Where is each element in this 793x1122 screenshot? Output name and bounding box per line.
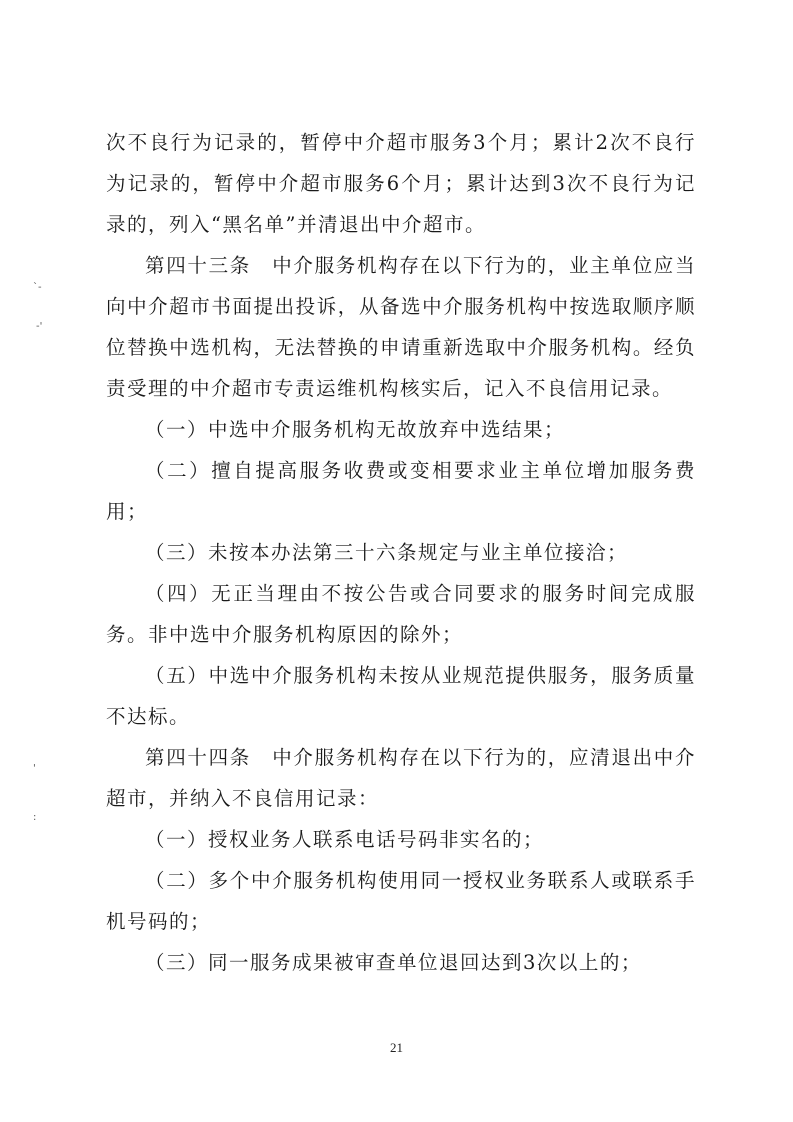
article-43-item-4: （四）无正当理由不按公告或合同要求的服务时间完成服务。非中选中介服务机构原因的除外； [106,582,696,646]
paragraph-continuation: 次不良行为记录的，暂停中介超市服务3个月；累计2次不良行为记录的，暂停中介超市服务6个月；累计达到3次不良行为记录的，列入“黑名单”并清退出中介超市。 [106,131,696,236]
article-43-item-1: （一）中选中介服务机构无故放弃中选结果； [145,418,566,441]
article-44-item-3: （三）同一服务成果被审查单位退回达到3次以上的； [145,951,642,974]
scan-mark: : [33,812,37,823]
article-43-item-3: （三）未按本办法第三十六条规定与业主单位接洽； [145,541,629,564]
article-43-item-5: （五）中选中介服务机构未按从业规范提供服务，服务质量不达标。 [106,664,696,728]
article-44: 第四十四条 中介服务机构存在以下行为的，应清退出中介超市，并纳入不良信用记录： [106,746,696,810]
article-43: 第四十三条 中介服务机构存在以下行为的，业主单位应当向中介超市书面提出投诉，从备选中介服务机构中按选取顺序顺位替换中选机构，无法替换的申请重新选取中介服务机构。经负责受理的中介超市专责运维机构核实后，记入不良信用记录。 [106,254,696,400]
scan-mark: ' [33,763,36,774]
body-text [106,122,696,983]
article-44-item-1: （一）授权业务人联系电话号码非实名的； [145,828,545,851]
scan-mark: `- [33,282,42,293]
article-43-item-2: （二）擅自提高服务收费或变相要求业主单位增加服务费用； [106,459,696,523]
article-44-item-2: （二）多个中介服务机构使用同一授权业务联系人或联系手机号码的； [106,869,696,933]
scan-mark: -' [36,321,43,332]
page-number: 21 [390,1040,403,1055]
